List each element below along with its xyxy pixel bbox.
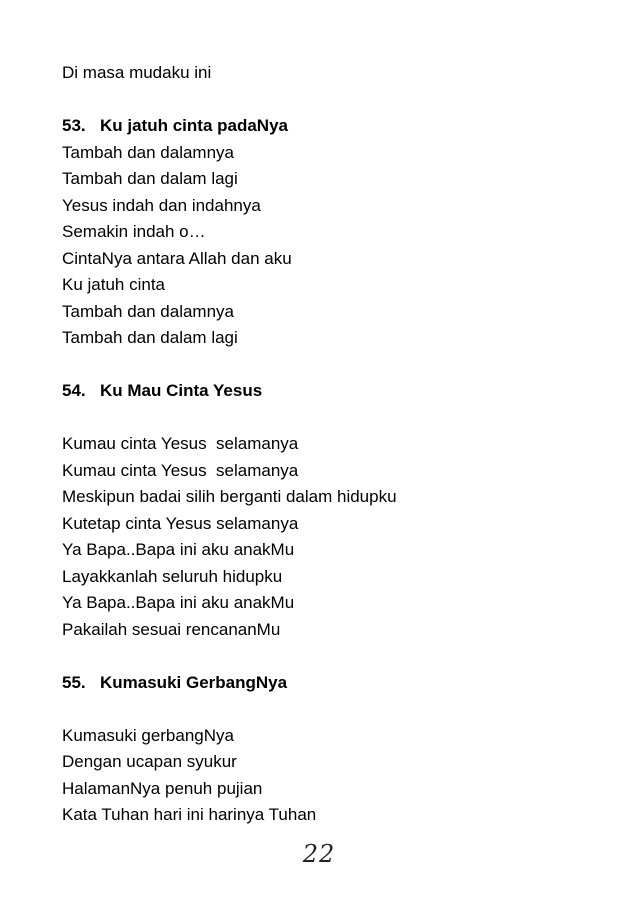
lyric-line: HalamanNya penuh pujian [62, 778, 263, 798]
lyric-line: Tambah dan dalam lagi [62, 169, 238, 188]
spacer [62, 643, 602, 670]
lyric-line: Ku jatuh cinta [62, 275, 166, 294]
lyric-line: Kata Tuhan hari ini harinya Tuhan [62, 805, 317, 824]
lyric-line: Kutetap cinta Yesus selamanya [62, 513, 299, 533]
lyric-line: Kumau cinta Yesus selamanya [62, 460, 299, 480]
lyric-line: Yesus indah dan indahnya [62, 195, 261, 215]
spacer [62, 405, 602, 432]
lyric-line: Tambah dan dalamnya [62, 142, 235, 162]
lyric-line: Ya Bapa..Bapa ini aku anakMu [62, 593, 295, 612]
lyric-line: Layakkanlah seluruh hidupku [62, 566, 283, 586]
lyric-line: Pakailah sesuai rencananMu [62, 619, 281, 639]
spacer [62, 696, 602, 723]
lyric-line: CintaNya antara Allah dan aku [62, 248, 292, 268]
lyric-line: Kumau cinta Yesus selamanya [62, 434, 299, 453]
song-title: Ku jatuh cinta padaNya [100, 116, 288, 135]
lyric-line: Ya Bapa..Bapa ini aku anakMu [62, 540, 295, 559]
song-number: 54. [62, 381, 86, 400]
lyric-line: Tambah dan dalam lagi [62, 328, 238, 347]
song-heading-54 [62, 378, 602, 405]
lyric-line: Tambah dan dalamnya [62, 301, 235, 321]
lyric-line: Semakin indah o… [62, 222, 206, 241]
song-title: Ku Mau Cinta Yesus [100, 381, 263, 400]
lyric-line: Meskipun badai silih berganti dalam hidupku [62, 487, 397, 506]
page-number: 22 [302, 840, 336, 868]
lyric-line: Dengan ucapan syukur [62, 752, 237, 771]
song-heading-55 [62, 670, 602, 697]
song-number: 55. [62, 672, 86, 692]
song-page [62, 60, 602, 829]
intro-line: Di masa mudaku ini [62, 63, 212, 82]
song-title: Kumasuki GerbangNya [100, 672, 288, 692]
song-heading-53 [62, 113, 602, 140]
lyric-line: Kumasuki gerbangNya [62, 725, 234, 745]
spacer [62, 352, 602, 379]
song-number: 53. [62, 116, 86, 135]
spacer [62, 87, 602, 114]
